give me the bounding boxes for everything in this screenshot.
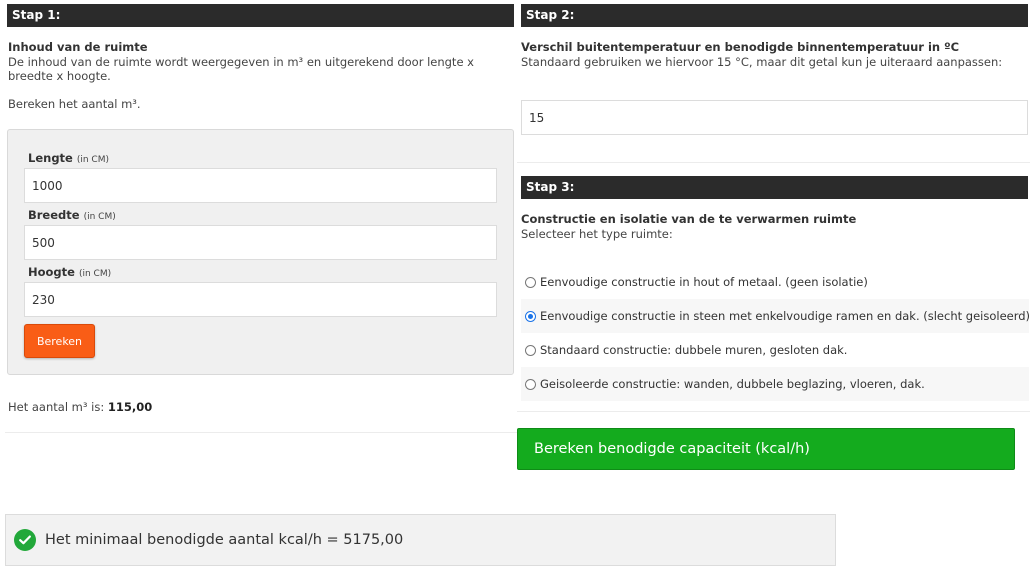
- final-result-box: [5, 514, 836, 566]
- height-label-text: Hoogte: [28, 265, 75, 279]
- dimensions-form: [7, 129, 514, 375]
- radio-button[interactable]: [525, 345, 536, 356]
- radio-button[interactable]: [525, 277, 536, 288]
- step1-description: De inhoud van de ruimte wordt weergegeven in m³ en uitgerekend door lengte x breedte x hoogte.: [8, 55, 474, 83]
- height-unit: (in CM): [78, 269, 112, 279]
- step1-divider: [5, 432, 517, 433]
- width-label: [28, 208, 116, 222]
- step3-title: Constructie en isolatie van de te verwarmen ruimte: [521, 212, 857, 226]
- width-input[interactable]: [24, 225, 497, 260]
- step2-title: Verschil buitentemperatuur en benodigde binnentemperatuur in ºC: [521, 40, 960, 54]
- option-label: Eenvoudige constructie in hout of metaal. (geen isolatie): [540, 275, 868, 289]
- construction-option-stone-single-glazing[interactable]: [521, 299, 1029, 333]
- calculate-volume-button[interactable]: Bereken: [24, 324, 95, 358]
- width-unit: (in CM): [83, 212, 116, 222]
- step2-divider: [517, 162, 1030, 163]
- length-label-text: Lengte: [28, 151, 73, 165]
- option-label: Eenvoudige constructie in steen met enkelvoudige ramen en dak. (slecht geisoleerd): [540, 309, 1030, 323]
- radio-button-selected[interactable]: [525, 311, 536, 322]
- volume-result-label: Het aantal m³ is:: [8, 400, 105, 414]
- construction-option-insulated[interactable]: [521, 367, 1029, 401]
- step3-divider: [517, 411, 1030, 412]
- height-label: [28, 265, 111, 279]
- calculate-capacity-button[interactable]: Bereken benodigde capaciteit (kcal/h): [517, 428, 1015, 470]
- option-label: Standaard constructie: dubbele muren, gesloten dak.: [540, 343, 848, 357]
- volume-result: [8, 400, 152, 414]
- construction-option-wood-metal[interactable]: [521, 265, 1029, 299]
- checkmark-icon: [19, 535, 31, 545]
- option-label: Geisoleerde constructie: wanden, dubbele beglazing, vloeren, dak.: [540, 377, 925, 391]
- final-result-text: Het minimaal benodigde aantal kcal/h = 5175,00: [45, 532, 404, 548]
- step1-instruction: Bereken het aantal m³.: [8, 97, 141, 111]
- construction-option-standard[interactable]: [521, 333, 1029, 367]
- radio-button[interactable]: [525, 379, 536, 390]
- step2-description: Standaard gebruiken we hiervoor 15 °C, maar dit getal kun je uiteraard aanpassen:: [521, 55, 1003, 69]
- step3-description: Selecteer het type ruimte:: [521, 227, 673, 241]
- step1-title: Inhoud van de ruimte: [8, 40, 148, 54]
- step3-header: Stap 3:: [521, 176, 1028, 199]
- temperature-input[interactable]: [521, 100, 1028, 135]
- step1-header: Stap 1:: [7, 4, 514, 27]
- volume-result-value: 115,00: [107, 400, 153, 414]
- length-unit: (in CM): [76, 155, 109, 165]
- width-label-text: Breedte: [28, 208, 80, 222]
- step2-header: Stap 2:: [521, 4, 1028, 27]
- length-input[interactable]: [24, 168, 497, 203]
- height-input[interactable]: [24, 282, 497, 317]
- length-label: [28, 151, 109, 165]
- check-circle-icon: [14, 529, 36, 551]
